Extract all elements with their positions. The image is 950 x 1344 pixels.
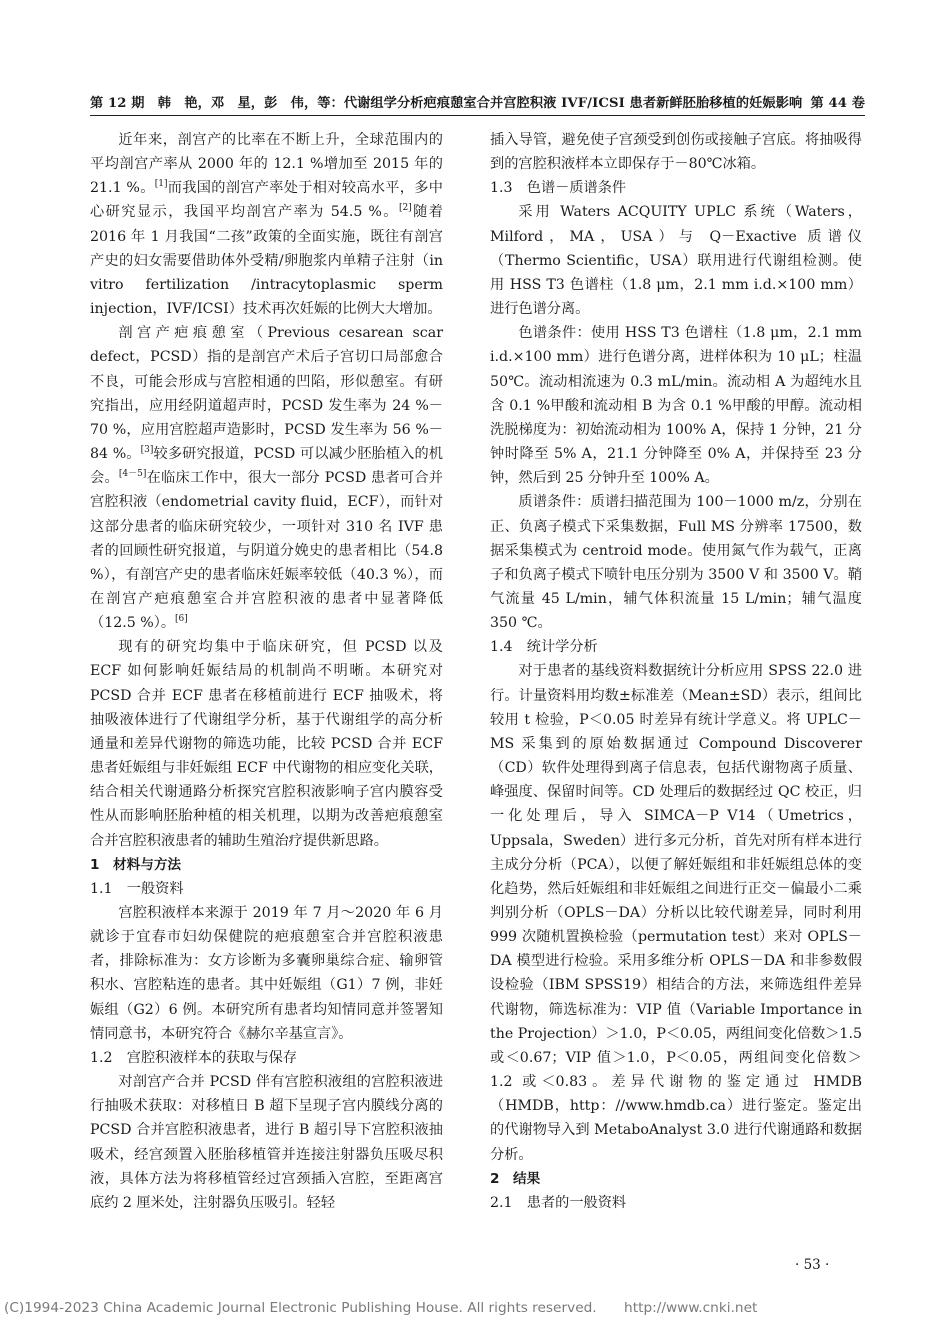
- intro-paragraph-2: 剖宫产疤痕憩室（Previous cesarean scar defect，PCSD）指的是剖宫产术后子宫切口局部愈合不良，可能会形成与宫腔相通的凹陷，形似憩室。有研究指出，应用经阴道超声时，PCSD 发生率为 24 %－70 %，应用宫腔超声造影时，PCSD 发生率为 56 %－84 %。[3]较多研究报道，PCSD 可以减少胚胎植入的机会。[4－5]在临床工作中，很大一部分 PCSD 患者可合并宫腔积液（endometrial cavity fluid，ECF），而针对这部分患者的临床研究较少，一项针对 310 名 IVF 患者的回顾性研究报道，与阴道分娩史的患者相比（54.8 %），有剖宫产史的患者临床妊娠率较低（40.3 %），而在剖宫产疤痕憩室合并宫腔积液的患者中显著降低（12.5 %）。[6]: [90, 325, 443, 632]
- section-heading-results: 2 结果: [490, 1170, 541, 1187]
- lcms-paragraph: 采用 Waters ACQUITY UPLC 系统（Waters，Milford，MA，USA）与 Q－Exactive 质谱仪（Thermo Scientific，USA）联用进行代谢组检测。使用 HSS T3 色谱柱（1.8 μm，2.1 mm i.d.×100 mm）进行色谱分离。: [490, 204, 862, 318]
- subsection-heading-1-2: 1.2 宫腔积液样本的获取与保存: [90, 1049, 298, 1066]
- mass-spec-paragraph: 质谱条件：质谱扫描范围为 100－1000 m/z，分别在正、负离子模式下采集数据，Full MS 分辨率 17500，数据采集模式为 centroid mode。使用氮气作为载气，正离子和负离子模式下喷针电压分别为 3500 V 和 3500 V。鞘气流量 45 L/min，辅气体积流量 15 L/min；辅气温度 350 ℃。: [490, 494, 862, 632]
- statistics-paragraph: 对于患者的基线资料数据统计分析应用 SPSS 22.0 进行。计量资料用均数±标准差（Mean±SD）表示，组间比较用 t 检验，P＜0.05 时差异有统计学意义。将 UPLC－MS 采集到的原始数据通过 Compound Discoverer（CD）软件处理得到离子信息表，包括代谢物离子质量、峰强度、保留时间等。CD 处理后的数据经过 QC 校正，归一化处理后，导入 SIMCA－P V14（Umetrics，Uppsala，Sweden）进行多元分析，首先对所有样本进行主成分分析（PCA），以便了解妊娠组和非妊娠组总体的变化趋势，然后妊娠组和非妊娠组之间进行正交－偏最小二乘判别分析（OPLS－DA）分析以比较代谢差异，同时利用 999 次随机置换检验（permutation test）来对 OPLS－DA 模型进行检验。采用多维分析 OPLS－DA 和非参数假设检验（IBM SPSS19）相结合的方法，来筛选组件差异代谢物，筛选标准为：VIP 值（Variable Importance in the Projection）＞1.0，P＜0.05，两组间变化倍数＞1.5 或＜0.67；VIP 值＞1.0，P＜0.05，两组间变化倍数＞1.2 或＜0.83。差异代谢物的鉴定通过 HMDB（HMDB，http：//www.hmdb.ca）进行鉴定。鉴定出的代谢物导入到 MetaboAnalyst 3.0 进行代谢通路和数据分析。: [490, 663, 862, 1163]
- intro-paragraph-3: 现有的研究均集中于临床研究，但 PCSD 以及 ECF 如何影响妊娠结局的机制尚不明晰。本研究对 PCSD 合并 ECF 患者在移植前进行 ECF 抽吸术，将抽吸液体进行了代谢组学分析，基于代谢组学的高分析通量和差异代谢物的筛选功能，比较 PCSD 合并 ECF 患者妊娠组与非妊娠组 ECF 中代谢物的相应变化关联，结合相关代谢通路分析探究宫腔积液影响子宫内膜容受性从而影响胚胎种植的相关机理，以期为改善疤痕憩室合并宫腔积液患者的辅助生殖治疗提供新思路。: [90, 639, 443, 849]
- subsection-heading-2-1: 2.1 患者的一般资料: [490, 1194, 627, 1211]
- chromatography-paragraph: 色谱条件：使用 HSS T3 色谱柱（1.8 μm，2.1 mm i.d.×100 mm）进行色谱分离，进样体积为 10 μL；柱温 50℃。流动相流速为 0.3 mL/min。流动相 A 为超纯水且含 0.1 %甲酸和流动相 B 为含 0.1 %甲酸的甲醇。流动相洗脱梯度为：初始流动相为 100% A，保持 1 分钟，21 分钟时降至 5% A，21.1 分钟降至 0% A，并保持至 23 分钟，然后到 25 分钟升至 100% A。: [490, 325, 862, 487]
- subsection-heading-1-3: 1.3 色谱－质谱条件: [490, 180, 627, 197]
- citation[interactable]: [2]: [398, 203, 412, 214]
- running-header: [90, 92, 865, 111]
- citation[interactable]: [4－5]: [118, 469, 147, 480]
- header-rule: [90, 115, 865, 116]
- citation[interactable]: [3]: [140, 445, 154, 456]
- sample-collection-paragraph: 对剖宫产合并 PCSD 伴有宫腔积液组的宫腔积液进行抽吸术获取：对移植日 B 超下呈现子宫内膜线分离的 PCSD 合并宫腔积液患者，进行 B 超引导下宫腔积液抽吸术，经宫颈置入胚胎移植管并连接注射器负压吸尽积液，具体方法为将移植管经过宫颈插入宫腔，至距离宫底约 2 厘米处，注射器负压吸引。轻轻: [90, 1074, 443, 1211]
- page-number: · 53 ·: [795, 1257, 830, 1273]
- general-info-paragraph: 宫腔积液样本来源于 2019 年 7 月～2020 年 6 月就诊于宜春市妇幼保健院的疤痕憩室合并宫腔积液患者，排除标准为：女方诊断为多囊卵巢综合症、输卵管积水、宫腔粘连的患者。其中妊娠组（G1）7 例，非妊娠组（G2）6 例。本研究所有患者均知情同意并签署知情同意书，本研究符合《赫尔辛基宣言》。: [90, 905, 443, 1042]
- subsection-heading-1-4: 1.4 统计学分析: [490, 639, 598, 656]
- copyright-footer: (C)1994-2023 China Academic Journal Electronic Publishing House. All rights reserved. http://www.cnki.net: [4, 1300, 758, 1316]
- header-title: 第 12 期 韩 艳，邓 星，彭 伟，等：代谢组学分析疤痕憩室合并宫腔积液 IVF/ICSI 患者新鲜胚胎移植的妊娠影响: [90, 96, 803, 111]
- intro-paragraph-1: 近年来，剖宫产的比率在不断上升，全球范围内的平均剖宫产率从 2000 年的 12.1 %增加至 2015 年的 21.1 %。[1]而我国的剖宫产率处于相对较高水平，多中心研究显示，我国平均剖宫产率为 54.5 %。[2]随着 2016 年 1 月我国“二孩”政策的全面实施，既往有剖宫产史的妇女需要借助体外受精/卵胞浆内单精子注射（in vitro fertilization /intracytoplasmic sperm injection，IVF/ICSI）技术再次妊娠的比例大大增加。: [90, 132, 443, 318]
- right-column: [490, 128, 862, 1215]
- sample-collection-continued: 插入导管，避免使子宫颈受到创伤或接触子宫底。将抽吸得到的宫腔积液样本立即保存于－80℃冰箱。: [490, 132, 862, 173]
- subsection-heading-1-1: 1.1 一般资料: [90, 880, 184, 897]
- left-column: [90, 128, 443, 1215]
- citation[interactable]: [6]: [175, 614, 188, 625]
- citation[interactable]: [1]: [154, 179, 168, 190]
- header-volume: 第 44 卷: [810, 96, 865, 111]
- section-heading-methods: 1 材料与方法: [90, 856, 182, 873]
